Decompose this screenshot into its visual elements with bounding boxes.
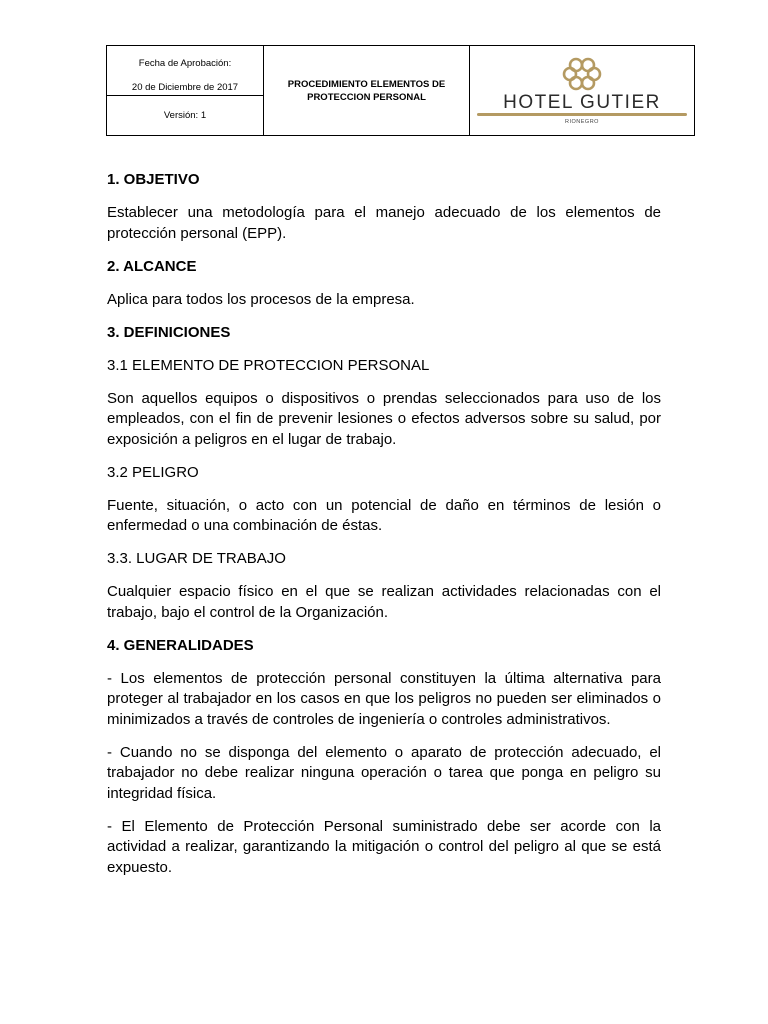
definition-lugar-text: Cualquier espacio físico en el que se realizan actividades relacionadas con el trabajo, bajo el control de la Organización. — [107, 583, 661, 621]
section-objetivo-heading: 1. OBJETIVO — [107, 171, 200, 188]
section-alcance-heading: 2. ALCANCE — [107, 257, 197, 275]
section-alcance-text: Aplica para todos los procesos de la empresa. — [107, 290, 415, 308]
knot-ornament-icon — [560, 56, 604, 92]
version-label: Versión: 1 — [163, 110, 207, 121]
approval-cell — [107, 46, 263, 96]
document-title: PROCEDIMIENTO ELEMENTOS DE PROTECCION PERSONAL — [287, 78, 446, 103]
generalidades-paragraph-2: - Cuando no se disponga del elemento o aparato de protección adecuado, el trabajador no debe realizar ninguna operación o tarea que ponga en peligro su integridad física. — [107, 743, 661, 802]
generalidades-paragraph-3: - El Elemento de Protección Personal suministrado debe ser acorde con la actividad a realizar, garantizando la mitigación o control del peligro al que se está expuesto. — [107, 817, 661, 876]
approval-label: Fecha de Aprobación: — [138, 58, 232, 69]
definition-peligro-heading: 3.2 PELIGRO — [107, 463, 199, 481]
hotel-logo-subtitle: RIONEGRO — [565, 119, 599, 125]
generalidades-paragraph-1: - Los elementos de protección personal constituyen la última alternativa para proteger al trabajador en los casos en que los peligros no pueden ser eliminados o minimizados a través de controles de ingeniería o controles administrativos. — [107, 669, 661, 728]
document-title-cell — [264, 46, 470, 135]
logo-underline — [477, 113, 687, 116]
definition-lugar-heading: 3.3. LUGAR DE TRABAJO — [107, 550, 286, 567]
section-definiciones-heading: 3. DEFINICIONES — [107, 323, 231, 341]
document-header-table — [106, 45, 695, 136]
definition-epp-heading: 3.1 ELEMENTO DE PROTECCION PERSONAL — [107, 356, 430, 374]
definition-peligro-text: Fuente, situación, o acto con un potencial de daño en términos de lesión o enfermedad o una combinación de éstas. — [107, 496, 661, 534]
document-body — [107, 170, 661, 878]
header-meta-cell — [107, 46, 264, 135]
version-cell — [107, 96, 263, 135]
definition-epp-text: Son aquellos equipos o dispositivos o prendas seleccionados para uso de los empleados, con el fin de prevenir lesiones o efectos adversos sobre su salud, por exposición a peligros en el lugar de trabajo. — [107, 389, 661, 448]
section-objetivo-text: Establecer una metodología para el manejo adecuado de los elementos de protección personal (EPP). — [107, 204, 661, 242]
section-generalidades-heading: 4. GENERALIDADES — [107, 636, 254, 654]
approval-date: 20 de Diciembre de 2017 — [131, 82, 239, 93]
logo-cell — [470, 46, 694, 135]
hotel-logo-name: HOTEL GUTIER — [503, 92, 661, 113]
